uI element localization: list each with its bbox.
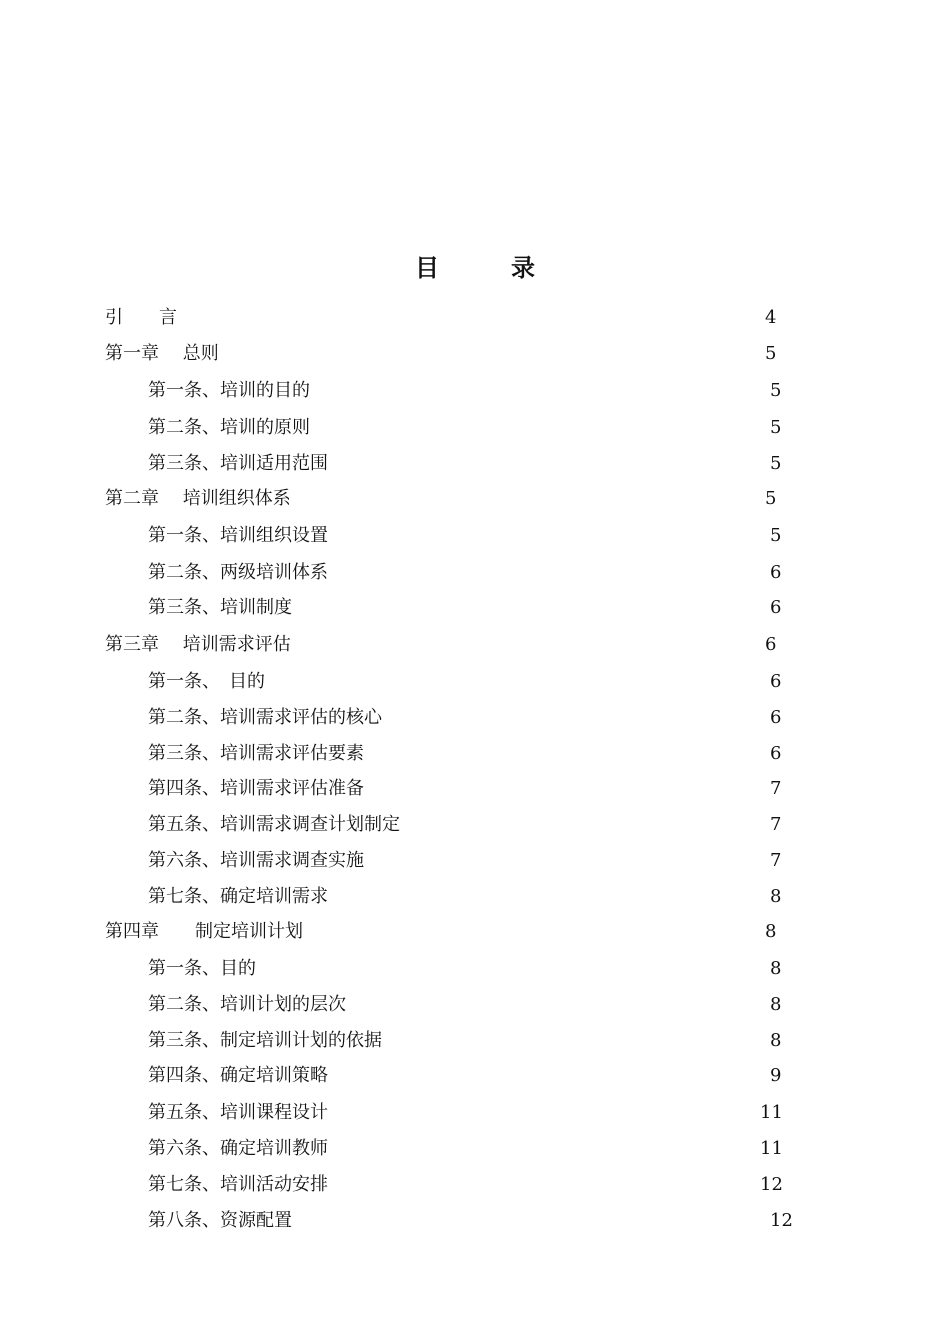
toc-page-number: 7 [770, 850, 782, 871]
toc-page-number: 8 [765, 921, 777, 942]
toc-entry-article[interactable] [0, 664, 782, 700]
toc-entry-text: 第五条、培训课程设计 [148, 1102, 328, 1123]
toc-entry-text: 第五条、培训需求调查计划制定 [148, 814, 400, 835]
toc-entry-article[interactable] [0, 410, 782, 446]
toc-entry-article[interactable] [0, 518, 782, 554]
toc-page-number: 6 [765, 634, 777, 655]
toc-entry-chapter-1[interactable] [0, 336, 777, 372]
toc-page-number: 8 [770, 1030, 782, 1051]
toc-entry-article[interactable] [0, 736, 782, 772]
toc-entry-text: 第八条、资源配置 [148, 1210, 292, 1231]
toc-entry-article[interactable] [0, 771, 782, 807]
toc-entry-text: 第三条、培训制度 [148, 597, 292, 618]
toc-entry-article[interactable] [0, 1095, 783, 1131]
toc-entry-text: 第一条、 目的 [148, 671, 265, 692]
toc-entry-text: 第七条、培训活动安排 [148, 1174, 328, 1195]
toc-entry-article[interactable] [0, 807, 782, 843]
toc-entry-article[interactable] [0, 590, 782, 626]
toc-page-number: 6 [770, 743, 782, 764]
toc-entry-text: 第一条、培训的目的 [148, 380, 310, 401]
toc-page-number: 5 [770, 417, 782, 438]
toc-entry-text: 第六条、确定培训教师 [148, 1138, 328, 1159]
toc-entry-article[interactable] [0, 987, 782, 1023]
toc-entry-text: 第一条、培训组织设置 [148, 525, 328, 546]
toc-page-number: 5 [770, 380, 782, 401]
page-title: 目 录 [415, 254, 535, 282]
toc-entry-article[interactable] [0, 843, 782, 879]
toc-page-number: 6 [770, 597, 782, 618]
toc-entry-article[interactable] [0, 446, 782, 482]
toc-entry-article[interactable] [0, 1131, 783, 1167]
toc-page-number: 5 [765, 343, 777, 364]
toc-entry-chapter-4[interactable] [0, 914, 777, 950]
toc-entry-text: 第一章 总则 [105, 343, 219, 364]
toc-entry-text: 第四章 制定培训计划 [105, 921, 303, 942]
toc-page-number: 9 [770, 1065, 782, 1086]
toc-entry-intro[interactable] [0, 300, 777, 336]
toc-entry-text: 第二条、两级培训体系 [148, 562, 328, 583]
toc-entry-text: 第三条、制定培训计划的依据 [148, 1030, 382, 1051]
toc-page-number: 11 [760, 1102, 783, 1123]
toc-entry-text: 第二条、培训的原则 [148, 417, 310, 438]
toc-entry-article[interactable] [0, 951, 782, 987]
toc-page-number: 5 [770, 525, 782, 546]
toc-entry-text: 第二条、培训计划的层次 [148, 994, 346, 1015]
toc-page-number: 12 [760, 1174, 783, 1195]
toc-entry-article[interactable] [0, 1167, 783, 1203]
toc-page-number: 11 [760, 1138, 783, 1159]
toc-entry-text: 第四条、确定培训策略 [148, 1065, 328, 1086]
toc-page-number: 6 [770, 562, 782, 583]
toc-page-number: 5 [765, 488, 777, 509]
toc-entry-text: 第二章 培训组织体系 [105, 488, 291, 509]
toc-page-number: 5 [770, 453, 782, 474]
toc-entry-text: 第三章 培训需求评估 [105, 634, 291, 655]
toc-page-number: 6 [770, 671, 782, 692]
toc-entry-text: 第七条、确定培训需求 [148, 886, 328, 907]
toc-entry-text: 第六条、培训需求调查实施 [148, 850, 364, 871]
toc-page-number: 12 [770, 1210, 793, 1231]
toc-entry-article[interactable] [0, 555, 782, 591]
toc-entry-text: 第三条、培训需求评估要素 [148, 743, 364, 764]
toc-entry-article[interactable] [0, 879, 782, 915]
toc-page-number: 8 [770, 994, 782, 1015]
toc-entry-text: 第三条、培训适用范围 [148, 453, 328, 474]
toc-page-number: 7 [770, 814, 782, 835]
toc-entry-text: 第二条、培训需求评估的核心 [148, 707, 382, 728]
toc-entry-article[interactable] [0, 1023, 782, 1059]
toc-page-number: 6 [770, 707, 782, 728]
toc-entry-chapter-3[interactable] [0, 627, 777, 663]
toc-page-number: 7 [770, 778, 782, 799]
toc-entry-text: 第一条、目的 [148, 958, 256, 979]
toc-entry-chapter-2[interactable] [0, 481, 777, 517]
toc-page-number: 4 [765, 307, 777, 328]
toc-entry-article[interactable] [0, 373, 782, 409]
toc-page-number: 8 [770, 958, 782, 979]
toc-entry-article[interactable] [0, 1058, 782, 1094]
toc-entry-article[interactable] [0, 1203, 793, 1239]
toc-entry-text: 引 言 [105, 307, 177, 328]
toc-page-number: 8 [770, 886, 782, 907]
toc-entry-article[interactable] [0, 700, 782, 736]
toc-entry-text: 第四条、培训需求评估准备 [148, 778, 364, 799]
